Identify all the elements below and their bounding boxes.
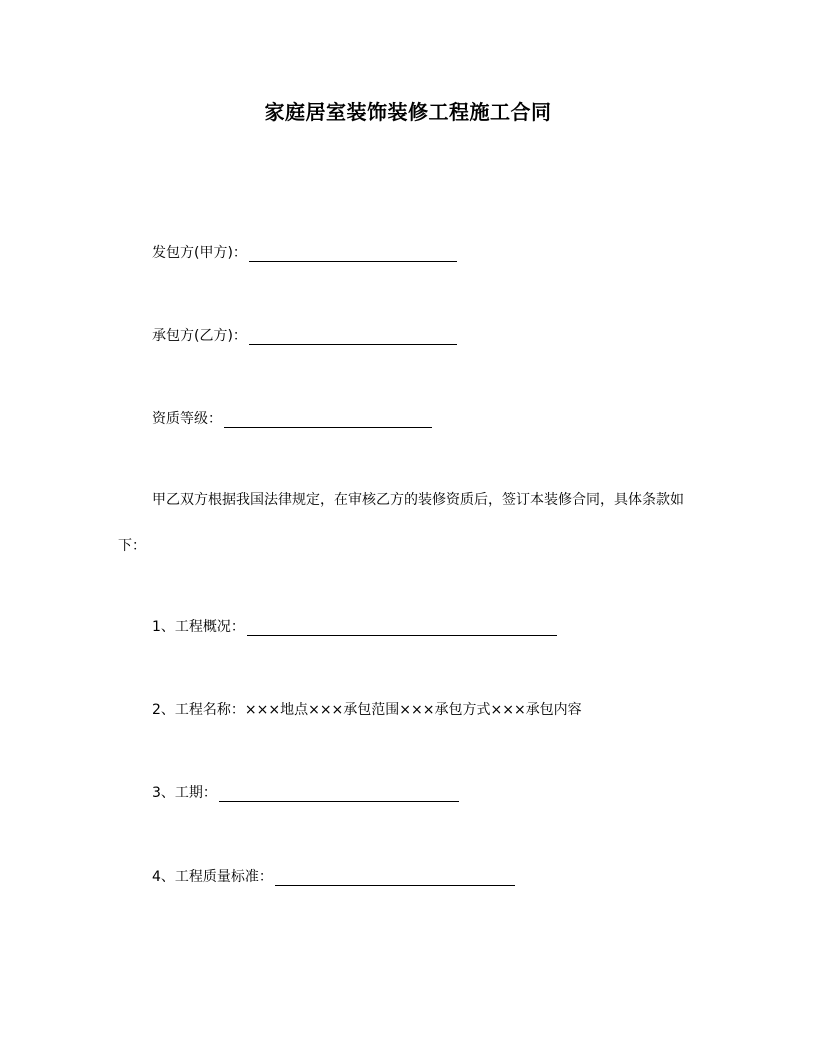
clause-4-blank [275,869,515,886]
party-b-label: 承包方(乙方)： [152,328,247,344]
clause-3-row [152,782,459,802]
party-b-blank [249,328,457,345]
clause-1-label: 1、工程概况： [152,619,245,635]
qualification-row [152,408,432,428]
qualification-label: 资质等级： [152,411,222,427]
clause-4-label: 4、工程质量标准： [152,869,273,885]
clause-3-label: 3、工期： [152,785,217,801]
clause-4-row [152,866,515,886]
party-a-blank [249,245,457,262]
document-title: 家庭居室装饰装修工程施工合同 [264,100,552,124]
clause-1-blank [247,619,557,636]
clause-1-row [152,616,557,636]
clause-3-blank [219,785,459,802]
party-a-label: 发包方(甲方)： [152,245,247,261]
qualification-blank [224,411,432,428]
clause-2-row [152,699,582,719]
party-b-row [152,325,457,345]
clause-2-text: 2、工程名称：×××地点×××承包范围×××承包方式×××承包内容 [152,702,582,718]
intro-paragraph: 甲乙双方根据我国法律规定，在审核乙方的装修资质后，签订本装修合同，具体条款如下： [118,492,684,554]
party-a-row [152,242,457,262]
